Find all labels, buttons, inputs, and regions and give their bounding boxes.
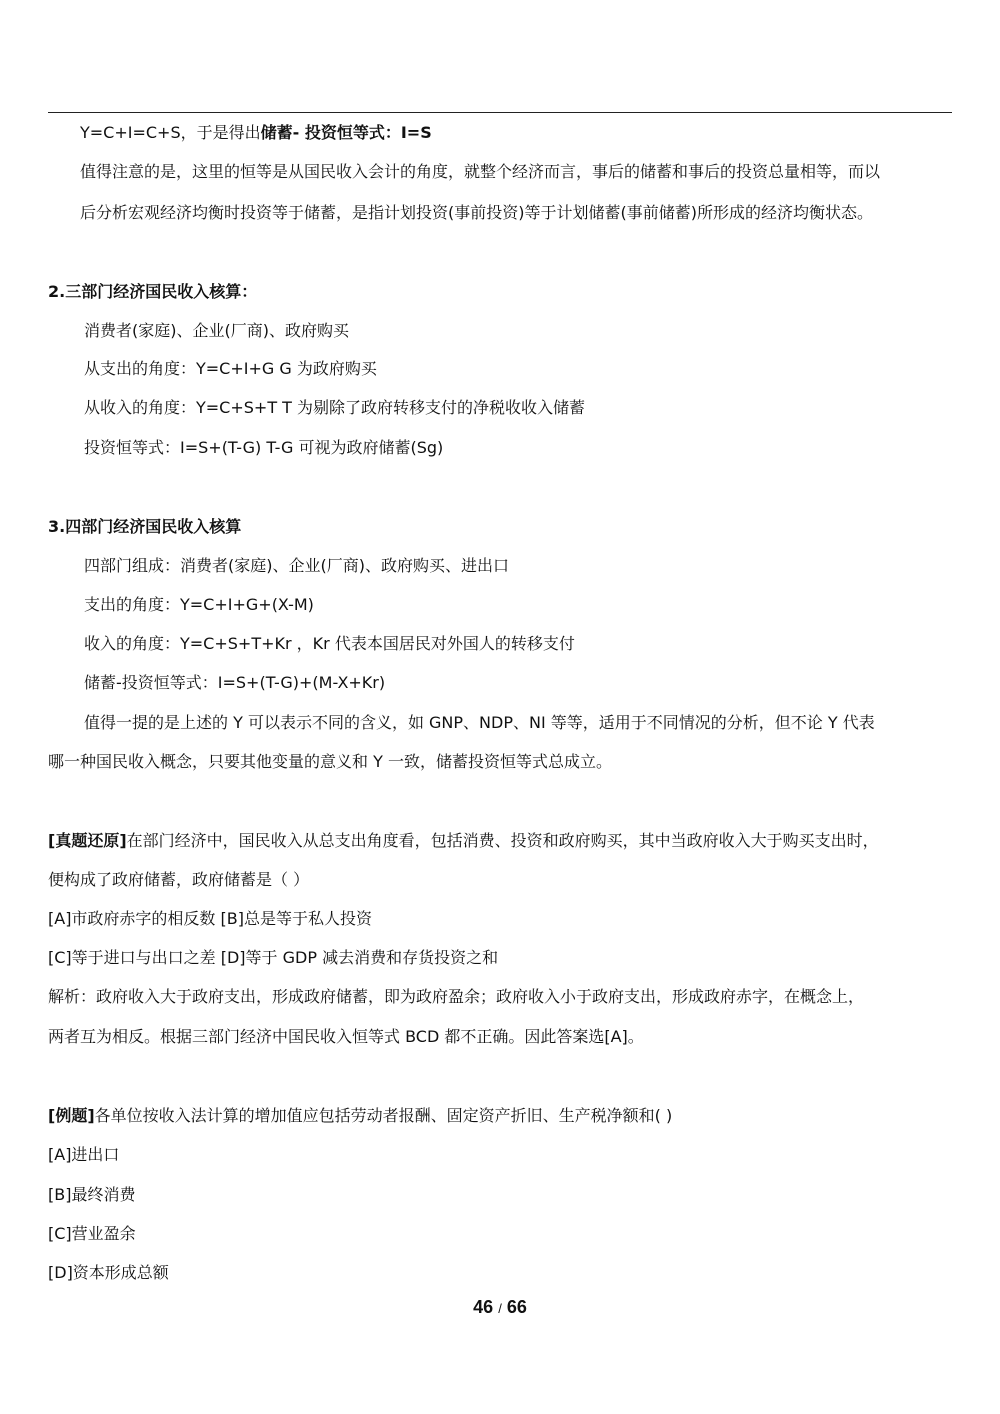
section-3-line-4: 储蓄-投资恒等式：I=S+(T-G)+(M-X+Kr) [84,673,386,692]
exam-analysis-line-1: 解析：政府收入大于政府支出，形成政府储蓄，即为政府盈余；政府收入小于政府支出，形成政府赤字，在概念上， [48,987,865,1006]
section-2-line-2: 从支出的角度：Y=C+I+G G 为政府购买 [84,359,377,378]
section-3-line-1: 四部门组成：消费者(家庭)、企业(厂商)、政府购买、进出口 [84,556,509,575]
section-3-para-line-2: 哪一种国民收入概念，只要其他变量的意义和 Y 一致，储蓄投资恒等式总成立。 [48,752,612,771]
example-question-text: 各单位按收入法计算的增加值应包括劳动者报酬、固定资产折旧、生产税净额和( ) [94,1106,673,1125]
exam-analysis-line-2: 两者互为相反。根据三部门经济中国民收入恒等式 BCD 都不正确。因此答案选[A]。 [48,1027,644,1046]
example-option-b: [B]最终消费 [48,1185,136,1204]
exam-options-row-1: [A]市政府赤字的相反数 [B]总是等于私人投资 [48,909,372,928]
section-3-heading: 3.四部门经济国民收入核算 [48,517,242,536]
section-3-line-3: 收入的角度：Y=C+S+T+Kr ，Kr 代表本国居民对外国人的转移支付 [84,634,575,653]
example-option-d: [D]资本形成总额 [48,1263,169,1282]
note-line-2: 后分析宏观经济均衡时投资等于储蓄，是指计划投资(事前投资)等于计划储蓄(事前储蓄)所形成的经济均衡状态。 [80,203,873,222]
page-number [0,1297,1000,1318]
exam-options-row-2: [C]等于进口与出口之差 [D]等于 GDP 减去消费和存货投资之和 [48,948,499,967]
section-2-line-4: 投资恒等式：I=S+(T-G) T-G 可视为政府储蓄(Sg) [84,438,444,457]
example-option-a: [A]进出口 [48,1145,120,1164]
section-2-line-1: 消费者(家庭)、企业(厂商)、政府购买 [84,321,349,340]
exam-question-text: 在部门经济中，国民收入从总支出角度看，包括消费、投资和政府购买，其中当政府收入大于购买支出时， [126,831,879,850]
section-2-heading: 2.三部门经济国民收入核算： [48,282,258,301]
current-page: 46 [473,1297,494,1317]
example-question-tag: [例题] [48,1106,95,1125]
identity-bold: 储蓄- 投资恒等式：I=S [260,123,432,142]
example-question-stem [48,1105,672,1127]
note-line-1: 值得注意的是，这里的恒等是从国民收入会计的角度，就整个经济而言，事后的储蓄和事后的投资总量相等，而以 [80,162,881,181]
section-3-para-line-1: 值得一提的是上述的 Y 可以表示不同的含义，如 GNP、NDP、NI 等等，适用于不同情况的分析，但不论 Y 代表 [84,713,875,732]
header-rule [48,112,952,113]
exam-question-stem-1 [48,830,879,852]
identity-prefix: Y=C+I=C+S，于是得出 [80,123,261,142]
section-3-line-2: 支出的角度：Y=C+I+G+(X-M) [84,595,314,614]
exam-question-stem-2: 便构成了政府储蓄，政府储蓄是（ ） [48,870,310,889]
identity-line [80,122,432,144]
exam-question-tag: [真题还原] [48,831,127,850]
page-separator: / [498,1301,502,1316]
total-pages: 66 [506,1297,527,1317]
example-option-c: [C]营业盈余 [48,1224,136,1243]
section-2-line-3: 从收入的角度：Y=C+S+T T 为剔除了政府转移支付的净税收收入储蓄 [84,398,586,417]
